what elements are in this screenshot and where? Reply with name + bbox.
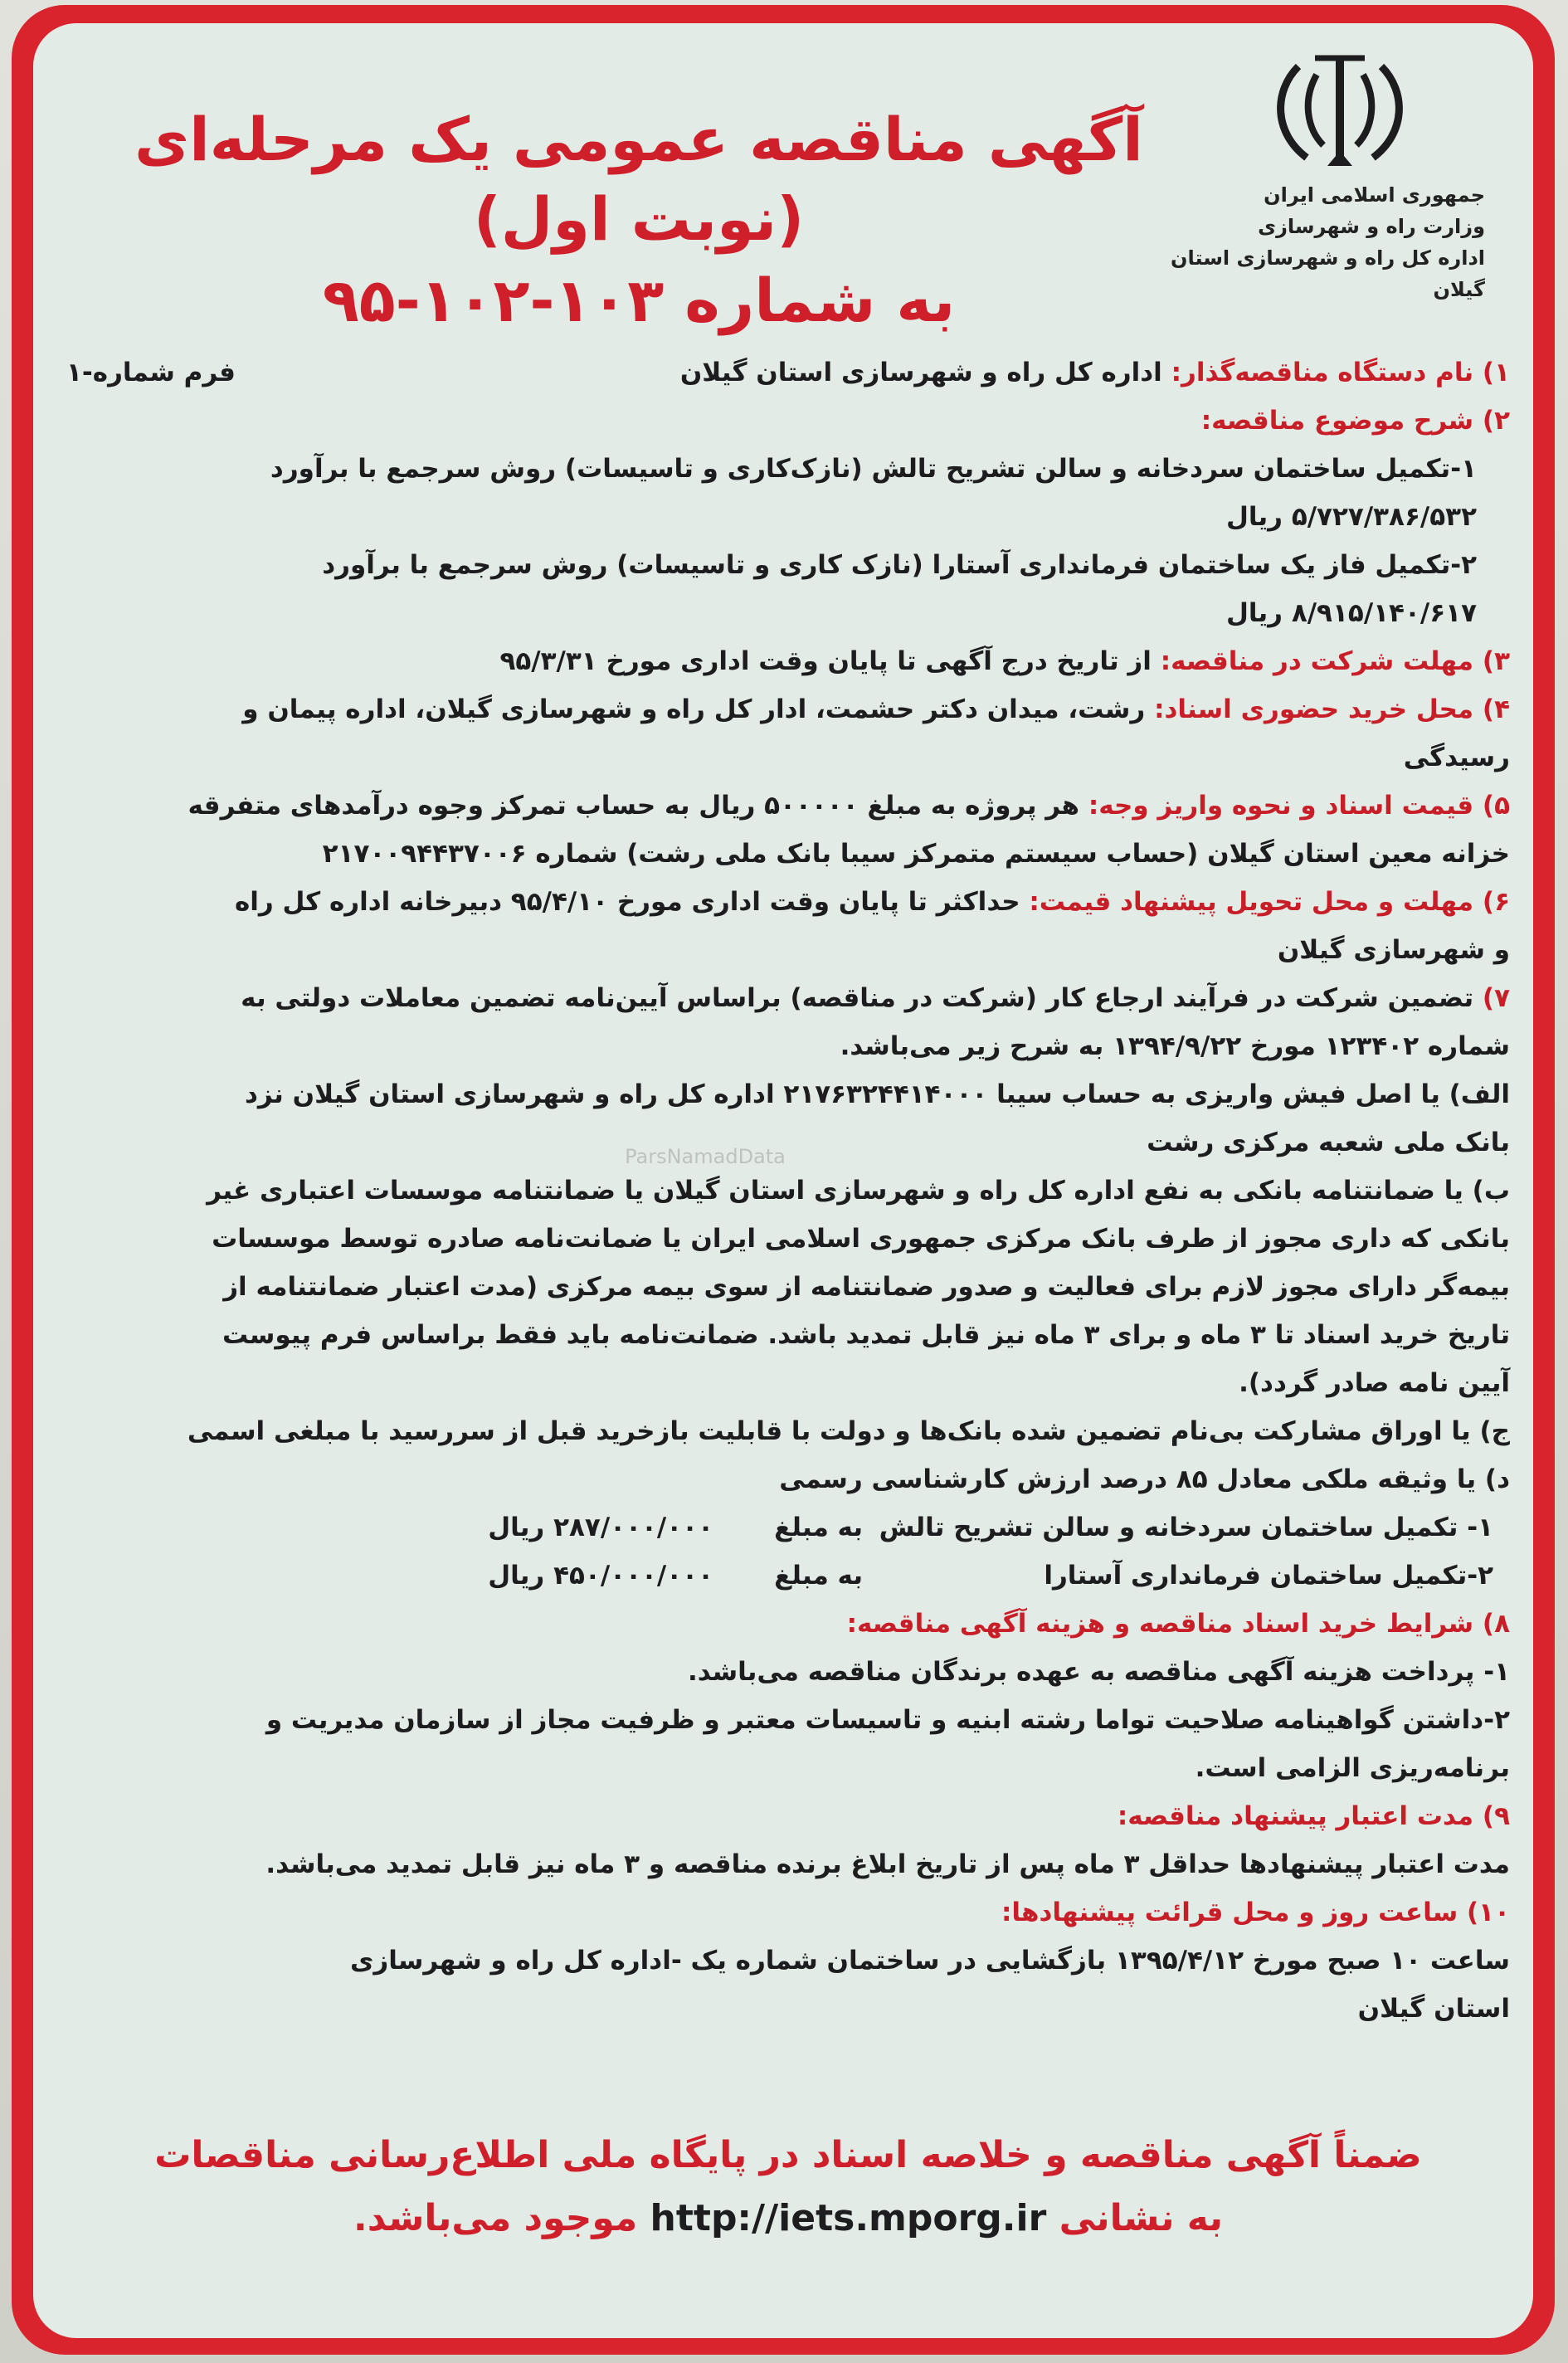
- section-5-value: هر پروژه به مبلغ ۵۰۰۰۰۰ ریال به حساب تمرکز وجوه درآمدهای متفرقه: [187, 791, 1080, 821]
- option-be-cont-1: بانکی که داری مجوز از طرف بانک مرکزی جمهوری اسلامی ایران یا ضمانت‌نامه صادره توسط موسسات: [212, 1224, 1510, 1254]
- section-3-label: ۳) مهلت شرکت در مناقصه:: [1160, 646, 1510, 676]
- section-10-label: ۱۰) ساعت روز و محل قرائت پیشنهادها:: [1001, 1898, 1510, 1927]
- option-be: ب) یا ضمانتنامه بانکی به نفع اداره کل راه و شهرسازی استان گیلان یا ضمانتنامه موسسات اعتباری غیر: [207, 1176, 1510, 1206]
- section-7-cont: شماره ۱۲۳۴۰۲ مورخ ۱۳۹۴/۹/۲۲ به شرح زیر می‌باشد.: [840, 1031, 1510, 1061]
- section-4-label: ۴) محل خرید حضوری اسناد:: [1154, 694, 1510, 724]
- notice-title: آگهی مناقصه عمومی یک مرحله‌ای (نوبت اول): [134, 105, 1143, 254]
- footer-prefix: به نشانی: [1059, 2197, 1224, 2239]
- option-alef-cont: بانک ملی شعبه مرکزی رشت: [1147, 1128, 1510, 1157]
- section-4: [66, 685, 1510, 733]
- org-line-country: جمهوری اسلامی ایران: [1264, 183, 1485, 207]
- footer-suffix: موجود می‌باشد.: [353, 2197, 638, 2239]
- section-1-label: ۱) نام دستگاه مناقصه‌گذار:: [1171, 358, 1510, 387]
- section-8-item-2-cont: برنامه‌ریزی الزامی است.: [1195, 1753, 1510, 1783]
- section-2-item-1: ۱-تکمیل ساختمان سردخانه و سالن تشریح تالش (نازک‌کاری و تاسیسات) روش سرجمع با برآورد: [270, 454, 1477, 484]
- option-jim: ج) یا اوراق مشارکت بی‌نام تضمین شده بانک‌ها و دولت با قابلیت بازخرید قبل از سررسید با مبلغی اسمی: [187, 1416, 1510, 1446]
- watermark-text: ParsNamadData: [625, 1145, 786, 1168]
- guarantee-2-value: ۴۵۰/۰۰۰/۰۰۰ ریال: [488, 1561, 713, 1591]
- section-7: [66, 974, 1510, 1022]
- section-7-label: ۷): [1482, 983, 1510, 1013]
- section-8-item-1: ۱- پرداخت هزینه آگهی مناقصه به عهده برندگان مناقصه می‌باشد.: [687, 1657, 1510, 1687]
- section-5-cont: خزانه معین استان گیلان (حساب سیستم متمرکز سیبا بانک ملی رشت) شماره ۲۱۷۰۰۹۴۴۳۷۰۰۶: [322, 839, 1510, 869]
- section-3: [66, 637, 1510, 685]
- section-9-label: ۹) مدت اعتبار پیشنهاد مناقصه:: [1117, 1801, 1510, 1831]
- notice-body: [66, 348, 1510, 2033]
- section-7-value: تضمین شرکت در فرآیند ارجاع کار (شرکت در مناقصه) براساس آیین‌نامه تضمین معاملات دولتی به: [241, 983, 1474, 1013]
- section-2-label: ۲) شرح موضوع مناقصه:: [1200, 406, 1510, 436]
- guarantee-1-prefix: به مبلغ: [774, 1513, 863, 1542]
- section-4-cont: رسیدگی: [1403, 743, 1510, 772]
- tender-notice: [66, 41, 1510, 2298]
- org-line-office: اداره کل راه و شهرسازی استان گیلان: [1171, 246, 1485, 301]
- iran-emblem-icon: [1265, 50, 1415, 174]
- notice-number: به شماره ۱۰۳-۱۰۲-۹۵: [322, 266, 956, 335]
- section-6-label: ۶) مهلت و محل تحویل پیشنهاد قیمت:: [1029, 887, 1510, 917]
- section-6-cont: و شهرسازی گیلان: [1277, 935, 1510, 965]
- guarantee-1-label: ۱- تکمیل ساختمان سردخانه و سالن تشریح تالش: [879, 1513, 1493, 1542]
- section-8-item-2: ۲-داشتن گواهینامه صلاحیت تواما رشته ابنیه و تاسیسات معتبر و ظرفیت مجاز از سازمان مدیریت و: [265, 1705, 1510, 1735]
- option-alef: الف) یا اصل فیش واریزی به حساب سیبا ۲۱۷۶۳۲۴۴۱۴۰۰۰ اداره کل راه و شهرسازی استان گیلان نزد: [244, 1079, 1510, 1109]
- footer-line-2: [66, 2187, 1510, 2250]
- section-5: [66, 782, 1510, 830]
- form-number: فرم شماره-۱: [66, 358, 236, 387]
- section-8-label: ۸) شرایط خرید اسناد مناقصه و هزینه آگهی مناقصه:: [846, 1609, 1510, 1639]
- section-3-value: از تاریخ درج آگهی تا پایان وقت اداری مورخ ۹۵/۳/۳۱: [499, 646, 1152, 676]
- section-5-label: ۵) قیمت اسناد و نحوه واریز وجه:: [1088, 791, 1510, 821]
- guarantee-2-label: ۲-تکمیل ساختمان فرمانداری آستارا: [1044, 1561, 1493, 1591]
- section-1: [66, 348, 1510, 397]
- section-2-item-2-amount: ۸/۹۱۵/۱۴۰/۶۱۷ ریال: [1225, 598, 1477, 628]
- footer-url-link[interactable]: http://iets.mporg.ir: [650, 2197, 1047, 2239]
- section-2-item-1-amount: ۵/۷۲۷/۳۸۶/۵۳۲ ریال: [1225, 502, 1477, 532]
- option-be-cont-4: آیین نامه صادر گردد).: [1239, 1368, 1510, 1398]
- section-4-value: رشت، میدان دکتر حشمت، ادار کل راه و شهرسازی گیلان، اداره پیمان و: [242, 694, 1146, 724]
- section-2-item-2: ۲-تکمیل فاز یک ساختمان فرمانداری آستارا (نازک کاری و تاسیسات) روش سرجمع با برآورد: [322, 550, 1477, 580]
- section-9-value: مدت اعتبار پیشنهادها حداقل ۳ ماه پس از تاریخ ابلاغ برنده مناقصه و ۳ ماه نیز قابل تمدید می‌باشد.: [265, 1849, 1510, 1879]
- option-be-cont-3: تاریخ خرید اسناد تا ۳ ماه و برای ۳ ماه نیز قابل تمدید باشد. ضمانت‌نامه باید فقط براساس فرم پیوست: [222, 1320, 1510, 1350]
- section-10-value: ساعت ۱۰ صبح مورخ ۱۳۹۵/۴/۱۲ بازگشایی در ساختمان شماره یک -اداره کل راه و شهرسازی: [349, 1946, 1510, 1976]
- org-line-ministry: وزارت راه و شهرسازی: [1258, 215, 1485, 238]
- section-6-value: حداکثر تا پایان وقت اداری مورخ ۹۵/۴/۱۰ دبیرخانه اداره کل راه: [234, 887, 1020, 917]
- guarantee-row-2: [66, 1552, 1510, 1600]
- guarantee-1-value: ۲۸۷/۰۰۰/۰۰۰ ریال: [488, 1513, 713, 1542]
- section-10-value-cont: استان گیلان: [1357, 1994, 1510, 2024]
- section-1-value: اداره کل راه و شهرسازی استان گیلان: [679, 358, 1162, 387]
- guarantee-2-prefix: به مبلغ: [774, 1561, 863, 1591]
- guarantee-row-1: [66, 1503, 1510, 1552]
- footer-line-1: ضمناً آگهی مناقصه و خلاصه اسناد در پایگاه ملی اطلاع‌رسانی مناقصات: [154, 2134, 1422, 2176]
- option-be-cont-2: بیمه‌گر دارای مجوز لازم برای فعالیت و صدور ضمانتنامه از سوی بیمه مرکزی (مدت اعتبار ضمانتنامه از: [223, 1272, 1510, 1302]
- footer-note: [66, 2124, 1510, 2250]
- org-header: [1170, 50, 1510, 305]
- option-dal: د) یا وثیقه ملکی معادل ۸۵ درصد ارزش کارشناسی رسمی: [779, 1464, 1510, 1494]
- section-6: [66, 878, 1510, 926]
- title-block: [100, 100, 1178, 342]
